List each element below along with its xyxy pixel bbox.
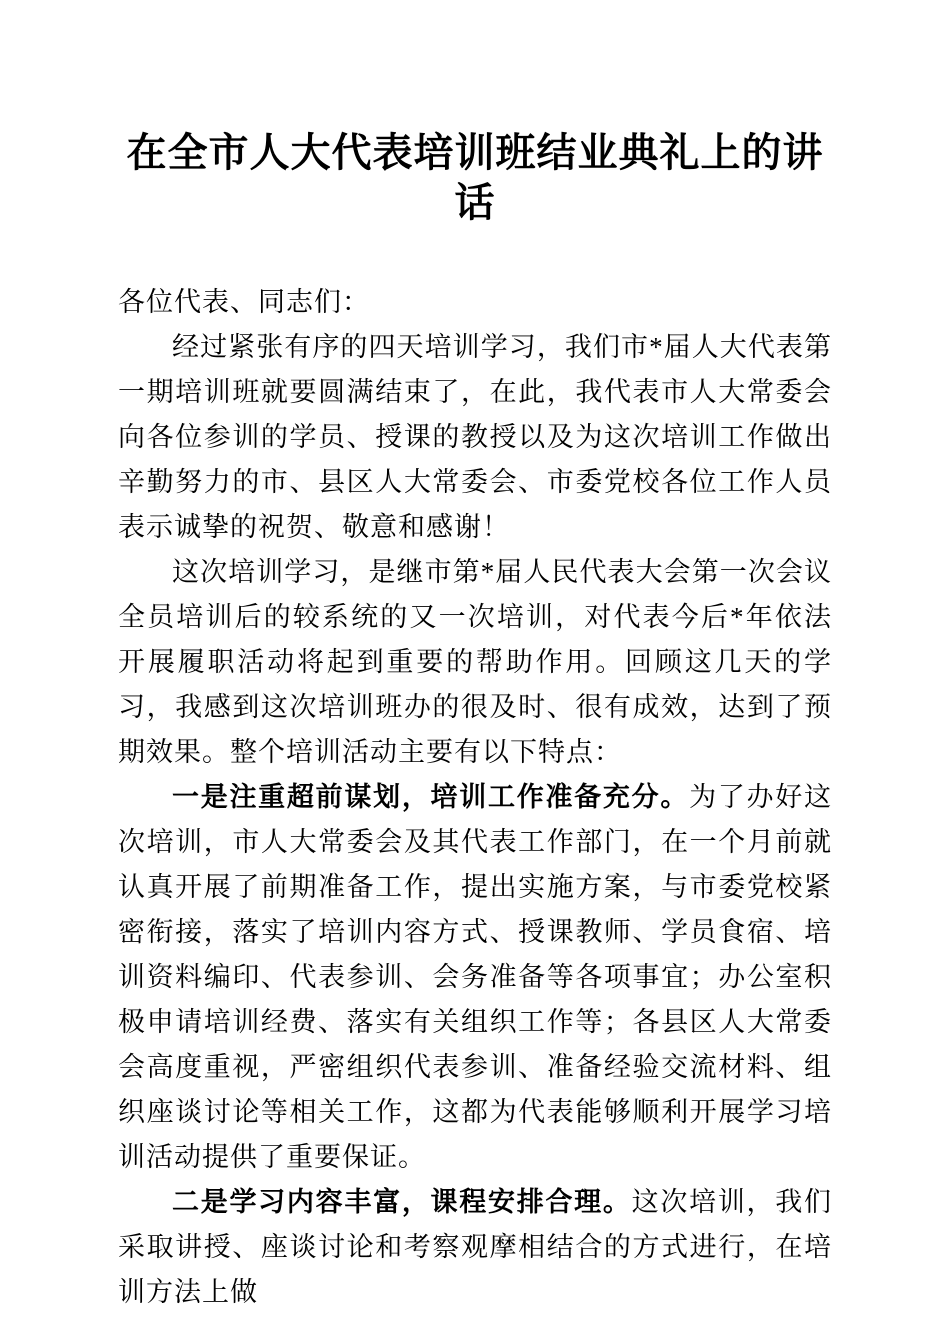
paragraph-text: 经过紧张有序的四天培训学习，我们市*届人大代表第一期培训班就要圆满结束了，在此，我代表市人大常委会向各位参训的学员、授课的教授以及为这次培训工作做出辛勤努力的市、县区人大常委会、市委党校各位工作人员表示诚挚的祝贺、敬意和感谢！ — [118, 332, 832, 542]
document-title: 在全市人大代表培训班结业典礼上的讲话 — [126, 130, 824, 225]
salutation-line: 各位代表、同志们： — [118, 287, 370, 317]
paragraph-lead: 一是注重超前谋划，培训工作准备充分。 — [172, 782, 690, 812]
paragraph — [118, 1180, 832, 1315]
document-body — [118, 280, 832, 1315]
paragraph-text: 为了办好这次培训，市人大常委会及其代表工作部门，在一个月前就认真开展了前期准备工作，提出实施方案，与市委党校紧密衔接，落实了培训内容方式、授课教师、学员食宿、培训资料编印、代表参训、会务准备等各项事宜；办公室积极申请培训经费、落实有关组织工作等；各县区人大常委会高度重视，严密组织代表参训、准备经验交流材料、组织座谈讨论等相关工作，这都为代表能够顺利开展学习培训活动提供了重要保证。 — [118, 782, 833, 1172]
document-content — [118, 128, 832, 1315]
paragraph-text: 这次培训学习，是继市第*届人民代表大会第一次会议全员培训后的较系统的又一次培训，对代表今后*年依法开展履职活动将起到重要的帮助作用。回顾这几天的学习，我感到这次培训班办的很及时、很有成效，达到了预期效果。整个培训活动主要有以下特点： — [118, 557, 832, 767]
paragraph — [118, 325, 832, 550]
paragraph — [118, 775, 832, 1180]
paragraph-lead: 二是学习内容丰富，课程安排合理。 — [172, 1187, 632, 1217]
paragraph — [118, 550, 832, 775]
paragraph-text: 这次培训，我们采取讲授、座谈讨论和考察观摩相结合的方式进行，在培训方法上做 — [118, 1187, 833, 1307]
